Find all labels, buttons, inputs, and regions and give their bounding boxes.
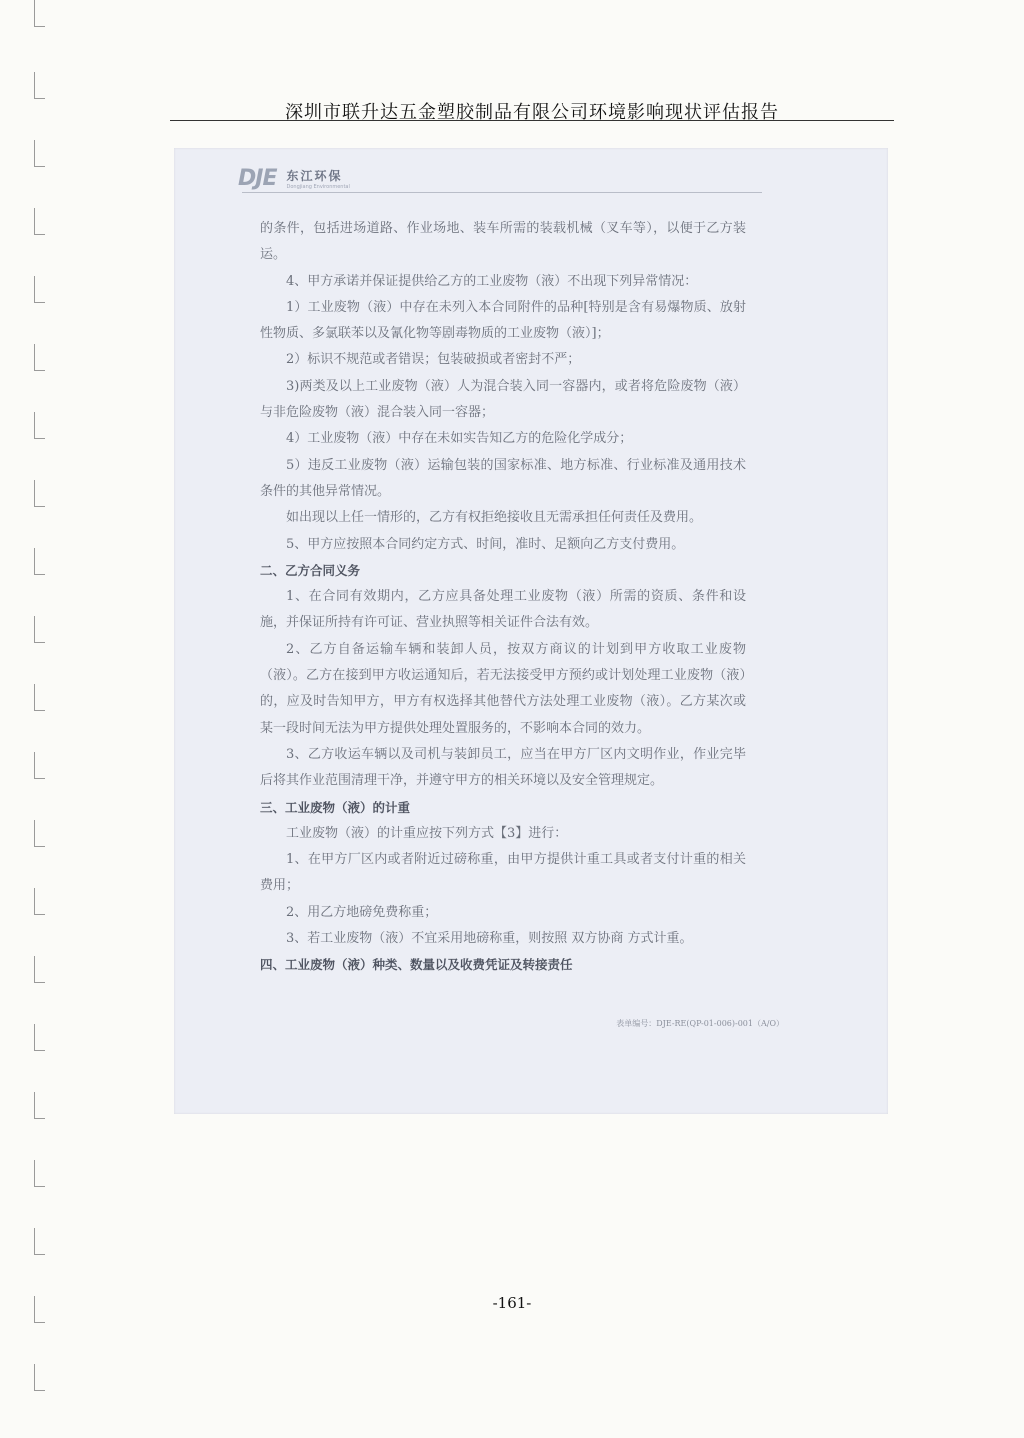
company-logo	[238, 162, 350, 194]
report-header-title: 深圳市联升达五金塑胶制品有限公司环境影响现状评估报告	[285, 102, 779, 123]
contract-line: 3)两类及以上工业废物（液）人为混合装入同一容器内，或者将危险废物（液）与非危险废物（液）混合装入同一容器；	[260, 378, 746, 421]
form-number: 表单编号：DJE-RE(QP-01-006)-001（A/O）	[616, 1019, 784, 1028]
contract-line: 4、甲方承诺并保证提供给乙方的工业废物（液）不出现下列异常情况：	[286, 273, 698, 289]
logo-chinese-name: 东江环保	[286, 168, 343, 183]
logo-text	[286, 167, 349, 190]
logo-rule	[242, 192, 762, 193]
contract-line: 3、乙方收运车辆以及司机与装卸员工，应当在甲方厂区内文明作业，作业完毕后将其作业范围清理干净，并遵守甲方的相关环境以及安全管理规定。	[260, 746, 746, 789]
section-heading: 二、乙方合同义务	[260, 562, 361, 578]
header-rule	[170, 120, 894, 121]
contract-body	[260, 216, 746, 979]
contract-line: 5）违反工业废物（液）运输包装的国家标准、地方标准、行业标准及通用技术条件的其他异常情况。	[260, 457, 746, 499]
section-heading: 三、工业废物（液）的计重	[260, 799, 411, 815]
contract-line: 的条件，包括进场道路、作业场地、装车所需的装载机械（叉车等），以便于乙方装运。	[260, 221, 746, 263]
contract-line: 2）标识不规范或者错误；包装破损或者密封不严；	[286, 352, 581, 368]
logo-mark: DJE	[238, 165, 277, 191]
scanned-contract-page	[174, 148, 888, 1114]
contract-line: 5、甲方应按照本合同约定方式、时间，准时、足额向乙方支付费用。	[286, 536, 685, 552]
contract-line: 1、在合同有效期内，乙方应具备处理工业废物（液）所需的资质、条件和设施，并保证所持有许可证、营业执照等相关证件合法有效。	[260, 589, 746, 631]
logo-english-name: Dongjiang Environmental	[286, 183, 350, 190]
page-number: -161-	[492, 1294, 532, 1312]
contract-line: 2、用乙方地磅免费称重；	[286, 904, 438, 920]
contract-line: 1）工业废物（液）中存在未列入本合同附件的品种[特别是含有易爆物质、放射性物质、多氯联苯以及氰化物等剧毒物质的工业废物（液）]；	[260, 299, 746, 342]
binding-marks	[34, 0, 48, 1438]
contract-line: 1、在甲方厂区内或者附近过磅称重，由甲方提供计重工具或者支付计重的相关费用；	[260, 852, 746, 894]
contract-line: 工业废物（液）的计重应按下列方式【3】进行：	[286, 825, 568, 841]
section-heading: 四、工业废物（液）种类、数量以及收费凭证及转接责任	[260, 957, 573, 973]
contract-line: 如出现以上任一情形的，乙方有权拒绝接收且无需承担任何责任及费用。	[286, 510, 703, 526]
contract-line: 2、乙方自备运输车辆和装卸人员，按双方商议的计划到甲方收取工业废物（液）。乙方在接到甲方收运通知后，若无法接受甲方预约或计划处理工业废物（液）的，应及时告知甲方，甲方有权选择其他替代方法处理工业废物（液）。乙方某次或某一段时间无法为甲方提供处理处置服务的，不影响本合同的效力。	[260, 641, 746, 736]
contract-line: 4）工业废物（液）中存在未如实告知乙方的危险化学成分；	[286, 431, 633, 447]
contract-line: 3、若工业废物（液）不宜采用地磅称重，则按照 双方协商 方式计重。	[286, 931, 693, 947]
